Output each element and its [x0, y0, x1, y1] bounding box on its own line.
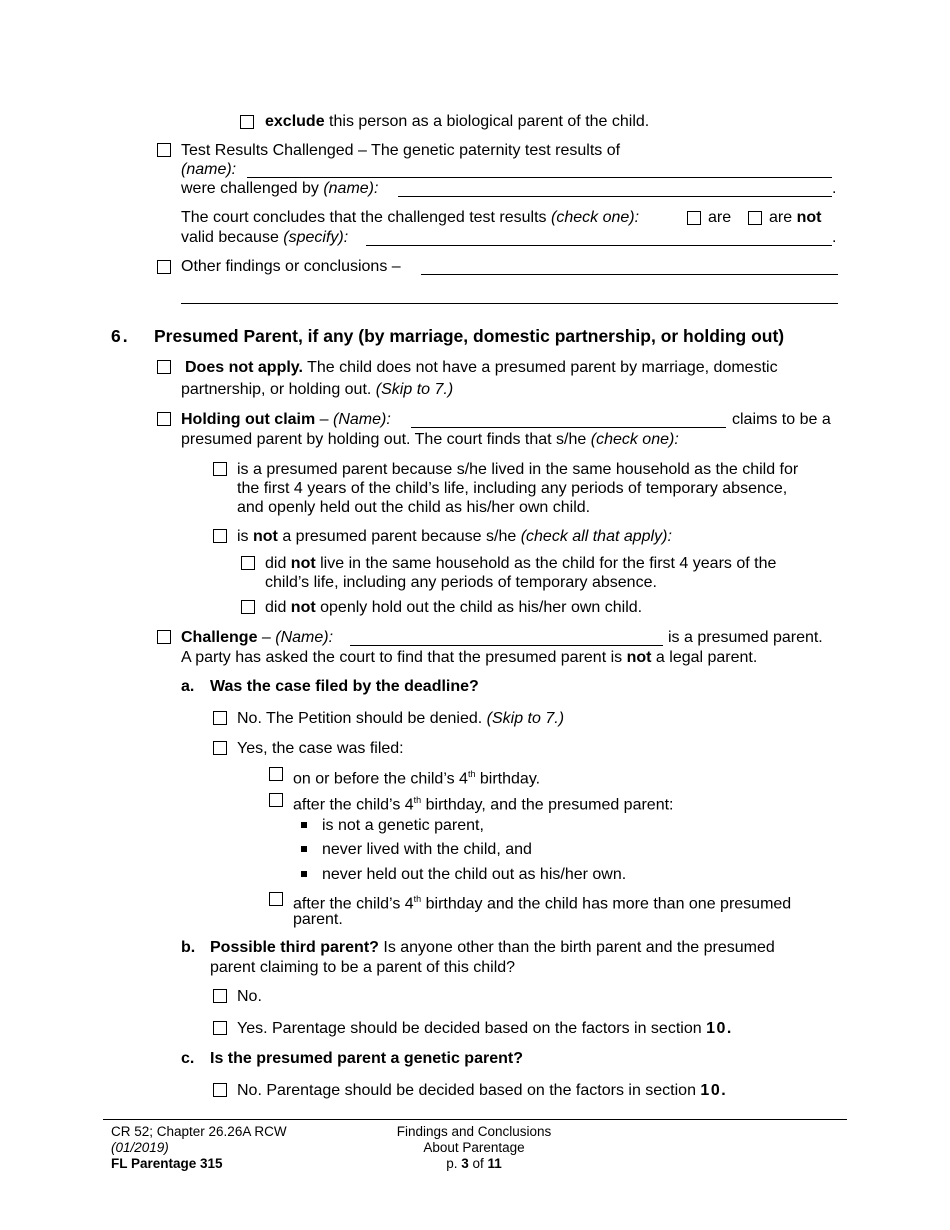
period: . [832, 180, 837, 197]
test-results-name-field[interactable] [247, 177, 832, 178]
are-label: are [708, 209, 732, 226]
after-more-text: after the child’s 4th birthday and the child has more than one presumed [293, 894, 792, 913]
sub-c-label: c. [181, 1050, 195, 1067]
did-not-live-text: did not live in the same household as the child for the first 4 years of the [265, 555, 777, 572]
is-not-presumed-text: is not a presumed parent because s/he (check all that apply): [237, 528, 672, 545]
are-not-valid-checkbox[interactable] [748, 211, 762, 225]
challenged-by-label: were challenged by (name): [181, 180, 379, 197]
does-not-apply-text: Does not apply. The child does not have a presumed parent by marriage, domestic [185, 359, 778, 376]
is-not-presumed-checkbox[interactable] [213, 529, 227, 543]
did-not-hold-checkbox[interactable] [241, 600, 255, 614]
sub-c-title: Is the presumed parent a genetic parent? [210, 1050, 523, 1067]
challenge-name-field[interactable] [350, 645, 663, 646]
challenge-checkbox[interactable] [157, 630, 171, 644]
did-not-hold-text: did not openly hold out the child as his/her own child. [265, 599, 643, 616]
c-no-text: No. Parentage should be decided based on the factors in section 10. [237, 1082, 728, 1099]
period: . [832, 229, 837, 246]
did-not-live-checkbox[interactable] [241, 556, 255, 570]
exclude-checkbox[interactable] [240, 115, 254, 129]
is-presumed-checkbox[interactable] [213, 462, 227, 476]
sub-a-label: a. [181, 678, 195, 695]
bullet [301, 846, 307, 852]
footer-title-2: About Parentage [423, 1140, 525, 1155]
is-presumed-line1: is a presumed parent because s/he lived in the same household as the child for [237, 461, 799, 478]
a-yes-checkbox[interactable] [213, 741, 227, 755]
other-findings-field-1[interactable] [421, 274, 838, 275]
a-no-text: No. The Petition should be denied. (Skip to 7.) [237, 710, 565, 727]
section-6-number: 6. [111, 326, 130, 346]
on-before-checkbox[interactable] [269, 767, 283, 781]
on-before-text: on or before the child’s 4th birthday. [293, 769, 541, 788]
holding-out-line2: presumed parent by holding out. The court finds that s/he (check one): [181, 431, 679, 448]
footer-form-id: FL Parentage 315 [111, 1156, 223, 1171]
test-results-checkbox[interactable] [157, 143, 171, 157]
bullet [301, 871, 307, 877]
b-no-text: No. [237, 988, 262, 1005]
footer-rule-citation: CR 52; Chapter 26.26A RCW [111, 1124, 287, 1139]
are-valid-checkbox[interactable] [687, 211, 701, 225]
sub-b-text: Possible third parent? Is anyone other than the birth parent and the presumed [210, 939, 775, 956]
challenge-text: Challenge – (Name): [181, 629, 334, 646]
test-results-label: Test Results Challenged – The genetic paternity test results of [181, 142, 621, 159]
after-birthday-checkbox[interactable] [269, 793, 283, 807]
bullet-text: is not a genetic parent, [322, 817, 484, 834]
does-not-apply-line2: partnership, or holding out. (Skip to 7.) [181, 381, 454, 398]
other-findings-field-2[interactable] [181, 303, 838, 304]
b-yes-text: Yes. Parentage should be decided based on the factors in section 10. [237, 1020, 733, 1037]
challenge-line2: A party has asked the court to find that the presumed parent is not a legal parent. [181, 649, 758, 666]
footer-page-number: p. 3 of 11 [446, 1156, 502, 1171]
sub-b-line2: parent claiming to be a parent of this child? [210, 959, 516, 976]
bullet-text: never lived with the child, and [322, 841, 532, 858]
sub-a-title: Was the case filed by the deadline? [210, 678, 479, 695]
section-6-title: Presumed Parent, if any (by marriage, domestic partnership, or holding out) [154, 326, 785, 346]
is-presumed-line2: the first 4 years of the child’s life, including any periods of temporary absence, [237, 480, 788, 497]
holding-out-text: Holding out claim – (Name): [181, 411, 391, 428]
other-findings-label: Other findings or conclusions – [181, 258, 401, 275]
does-not-apply-checkbox[interactable] [157, 360, 171, 374]
after-more-line2: parent. [293, 911, 343, 928]
is-presumed-line3: and openly held out the child as his/her own child. [237, 499, 591, 516]
concludes-text: The court concludes that the challenged test results (check one): [181, 209, 640, 226]
claims-to-be-label: claims to be a [732, 411, 831, 428]
test-results-name-label: (name): [181, 161, 237, 178]
other-findings-checkbox[interactable] [157, 260, 171, 274]
sub-b-label: b. [181, 939, 196, 956]
challenged-by-name-field[interactable] [398, 196, 832, 197]
after-more-checkbox[interactable] [269, 892, 283, 906]
bullet [301, 822, 307, 828]
holding-out-name-field[interactable] [411, 427, 726, 428]
is-presumed-parent-label: is a presumed parent. [668, 629, 823, 646]
exclude-bold: exclude [265, 113, 325, 130]
footer-rule [103, 1119, 847, 1120]
valid-because-field[interactable] [366, 245, 832, 246]
footer-title-1: Findings and Conclusions [396, 1124, 552, 1139]
a-no-checkbox[interactable] [213, 711, 227, 725]
c-no-checkbox[interactable] [213, 1083, 227, 1097]
holding-out-checkbox[interactable] [157, 412, 171, 426]
b-yes-checkbox[interactable] [213, 1021, 227, 1035]
footer-form-date: (01/2019) [111, 1140, 169, 1155]
after-birthday-text: after the child’s 4th birthday, and the presumed parent: [293, 795, 674, 814]
valid-because-label: valid because (specify): [181, 229, 349, 246]
did-not-live-line2: child’s life, including any periods of temporary absence. [265, 574, 657, 591]
bullet-text: never held out the child out as his/her own. [322, 866, 627, 883]
b-no-checkbox[interactable] [213, 989, 227, 1003]
are-not-label: are not [769, 209, 822, 226]
a-yes-text: Yes, the case was filed: [237, 740, 404, 757]
exclude-text: exclude this person as a biological parent of the child. [265, 113, 650, 130]
